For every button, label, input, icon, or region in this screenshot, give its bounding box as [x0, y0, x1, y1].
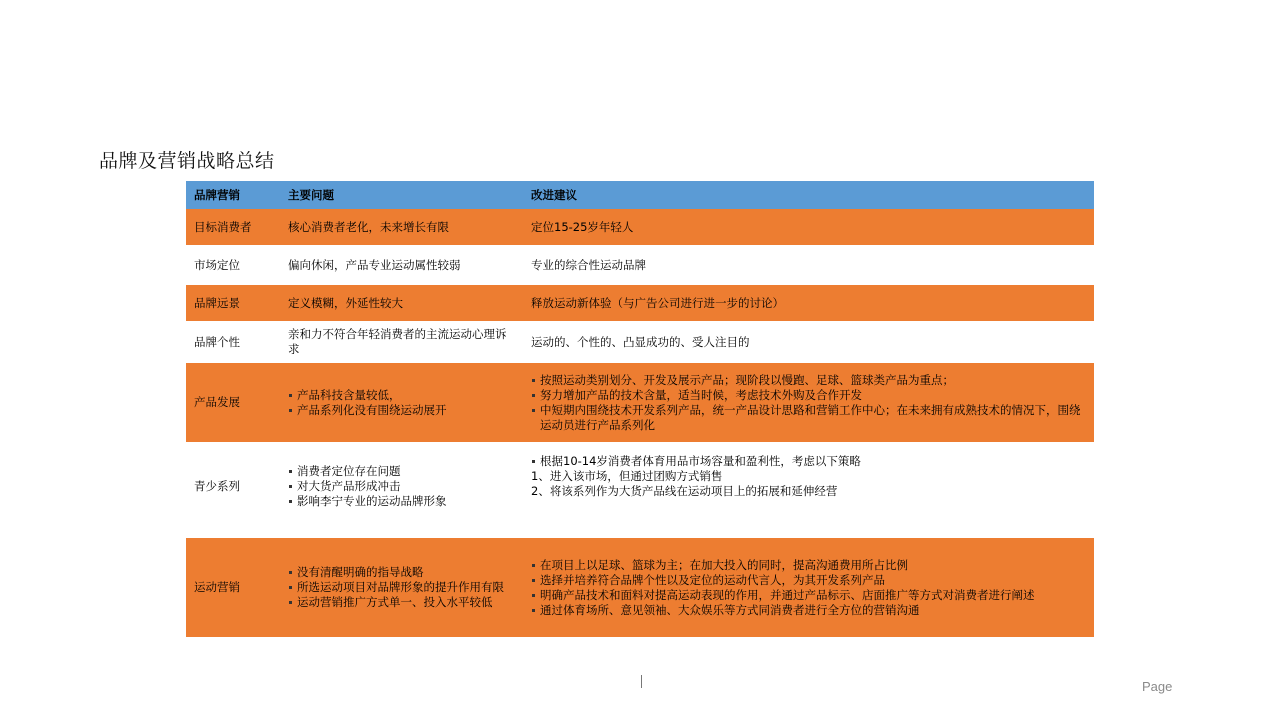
list-item: 中短期内围绕技术开发系列产品，统一产品设计思路和营销工作中心；在未来拥有成熟技术的情况下，围绕运动员进行产品系列化	[531, 403, 1086, 433]
list-item: 影响李宁专业的运动品牌形象	[288, 494, 515, 509]
suggestion-text: 运动的、个性的、凸显成功的、受人注目的	[523, 321, 1094, 363]
list-item: 努力增加产品的技术含量，适当时候，考虑技术外购及合作开发	[531, 388, 1086, 403]
list-item: 对大货产品形成冲击	[288, 479, 515, 494]
page-label: Page	[1142, 679, 1173, 694]
list-item: 消费者定位存在问题	[288, 464, 515, 479]
table-row	[186, 442, 1094, 530]
suggestion-text: 定位15-25岁年轻人	[523, 209, 1094, 245]
list-item: 所选运动项目对品牌形象的提升作用有限	[288, 580, 515, 595]
row-label: 运动营销	[186, 538, 280, 637]
suggestion-list	[531, 454, 1086, 469]
list-item: 选择并培养符合品牌个性以及定位的运动代言人，为其开发系列产品	[531, 573, 1086, 588]
row-label: 品牌远景	[186, 285, 280, 321]
list-item: 按照运动类别划分、开发及展示产品；现阶段以慢跑、足球、篮球类产品为重点；	[531, 373, 1086, 388]
row-label: 品牌个性	[186, 321, 280, 363]
header-suggestions: 改进建议	[523, 181, 1094, 209]
row-label: 目标消费者	[186, 209, 280, 245]
header-brand-marketing: 品牌营销	[186, 181, 280, 209]
slide-title: 品牌及营销战略总结	[99, 150, 275, 172]
strategy-table	[186, 181, 1094, 637]
table-row	[186, 209, 1094, 245]
suggestion-list	[531, 373, 1086, 433]
problem-list	[288, 464, 515, 509]
table-row	[186, 285, 1094, 321]
problem-text: 亲和力不符合年轻消费者的主流运动心理诉求	[280, 321, 523, 363]
list-item: 没有清醒明确的指导战略	[288, 565, 515, 580]
list-item: 通过体育场所、意见领袖、大众娱乐等方式同消费者进行全方位的营销沟通	[531, 603, 1086, 618]
row-label: 产品发展	[186, 363, 280, 442]
problem-text: 偏向休闲，产品专业运动属性较弱	[280, 245, 523, 285]
list-item: 明确产品技术和面料对提高运动表现的作用，并通过产品标示、店面推广等方式对消费者进行阐述	[531, 588, 1086, 603]
page-divider	[641, 675, 642, 688]
list-item: 产品系列化没有围绕运动展开	[288, 403, 515, 418]
table-row	[186, 538, 1094, 637]
suggestion-text: 释放运动新体验（与广告公司进行进一步的讨论）	[523, 285, 1094, 321]
suggestion-subitem: 1、进入该市场，但通过团购方式销售	[531, 469, 723, 483]
table-row	[186, 363, 1094, 442]
list-item: 产品科技含量较低，	[288, 388, 515, 403]
problem-text: 定义模糊，外延性较大	[280, 285, 523, 321]
problem-list	[288, 565, 515, 610]
row-label: 市场定位	[186, 245, 280, 285]
list-item: 根据10-14岁消费者体育用品市场容量和盈利性，考虑以下策略	[531, 454, 1086, 469]
suggestion-list	[531, 558, 1086, 618]
problem-list	[288, 388, 515, 418]
row-spacer	[186, 530, 1094, 538]
problem-text: 核心消费者老化，未来增长有限	[280, 209, 523, 245]
suggestion-text: 专业的综合性运动品牌	[523, 245, 1094, 285]
list-item: 在项目上以足球、篮球为主；在加大投入的同时，提高沟通费用所占比例	[531, 558, 1086, 573]
list-item: 运动营销推广方式单一、投入水平较低	[288, 595, 515, 610]
table-row	[186, 321, 1094, 363]
header-main-problems: 主要问题	[280, 181, 523, 209]
table-header-row	[186, 181, 1094, 209]
suggestion-subitem: 2、将该系列作为大货产品线在运动项目上的拓展和延伸经营	[531, 484, 838, 498]
table-row	[186, 245, 1094, 285]
row-label: 青少系列	[186, 442, 280, 530]
